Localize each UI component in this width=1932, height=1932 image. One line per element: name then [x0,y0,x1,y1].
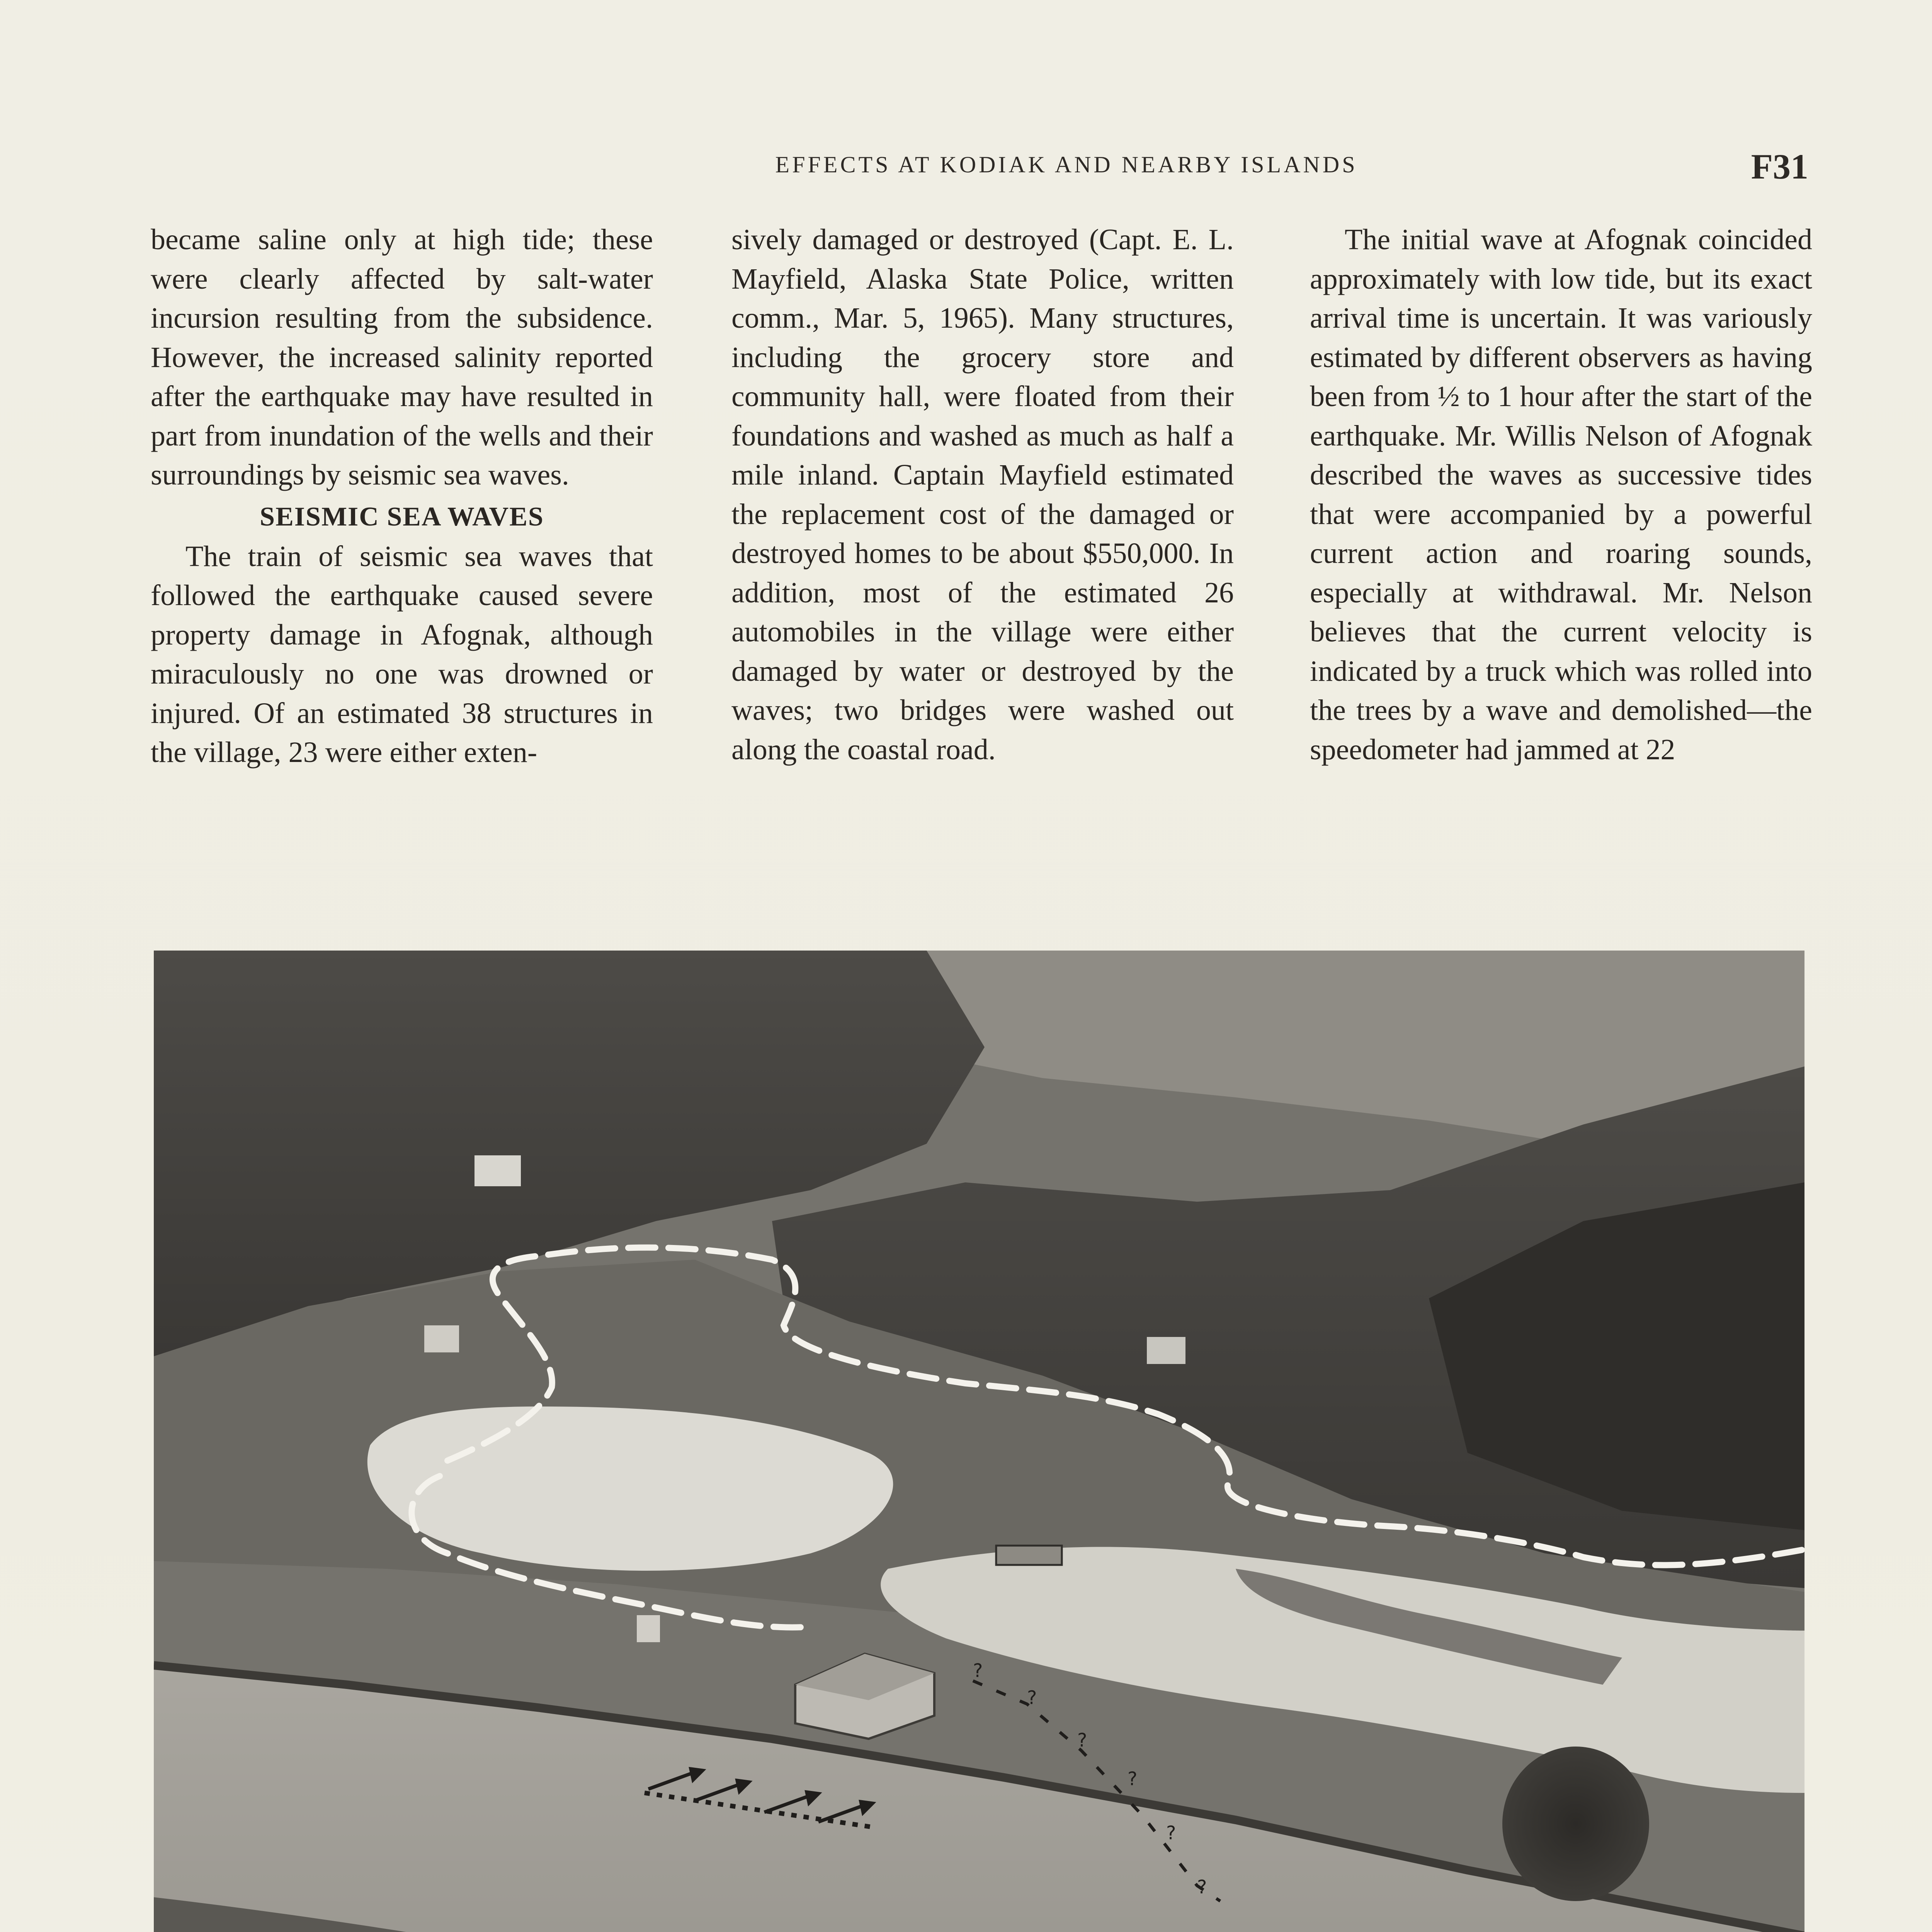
aerial-photograph [154,951,1804,1932]
house [424,1325,459,1352]
query-mark: ? [1128,1768,1138,1790]
shed [637,1615,660,1642]
photo-drawing [154,951,1804,1932]
query-mark: ? [973,1660,983,1682]
text-column-3 [1310,220,1812,769]
shed [1147,1337,1185,1364]
paragraph: became saline only at high tide; these were clearly affected by salt-water incursion resulting from the subsidence. However, the increased salinity reported after the earthquake may have resulted in part from inundation of the wells and their surroundings by seismic sea waves. [151,223,653,491]
submerged-automobile [996,1546,1062,1565]
query-mark: ? [1166,1822,1176,1844]
tree [1502,1747,1649,1901]
section-heading: SEISMIC SEA WAVES [260,502,544,532]
running-head: EFFECTS AT KODIAK AND NEARBY ISLANDS [775,152,1358,177]
paragraph: sively damaged or destroyed (Capt. E. L. Mayfield, Alaska State Police, written comm., Mar. 5, 1965). Many structures, including the grocery store and community hall, were floated from their foundations and washed as much as half a mile inland. Captain Mayfield estimated the replacement cost of the damaged or destroyed homes to be about $550,000. In addition, most of the estimated 26 automobiles in the village were either damaged by water or destroyed by the waves; two bridges were washed out along the coastal road. [731,223,1234,766]
page-number: F31 [1751,147,1808,186]
query-mark: ? [1197,1876,1207,1898]
paragraph: The train of seismic sea waves that followed the earthquake caused severe property damage in Afognak, although miraculously no one was drowned or injured. Of an estimated 38 structures in the village, 23 were either exten- [151,540,653,769]
query-mark: ? [1027,1687,1037,1709]
house [474,1155,521,1186]
text-column-2 [731,220,1234,769]
query-mark: ? [1077,1730,1087,1751]
text-column-1 [151,220,653,772]
paragraph: The initial wave at Afognak coincided approximately with low tide, but its exact arrival time is uncertain. It was variously estimated by different observers as having been from ½ to 1 hour after the start of the earthquake. Mr. Willis Nelson of Afognak described the waves as successive tides that were accompanied by a powerful current action and roaring sounds, especially at withdrawal. Mr. Nelson believes that the current velocity is indicated by a truck which was rolled into the trees by a wave and demolished—the speedometer had jammed at 22 [1310,223,1812,766]
